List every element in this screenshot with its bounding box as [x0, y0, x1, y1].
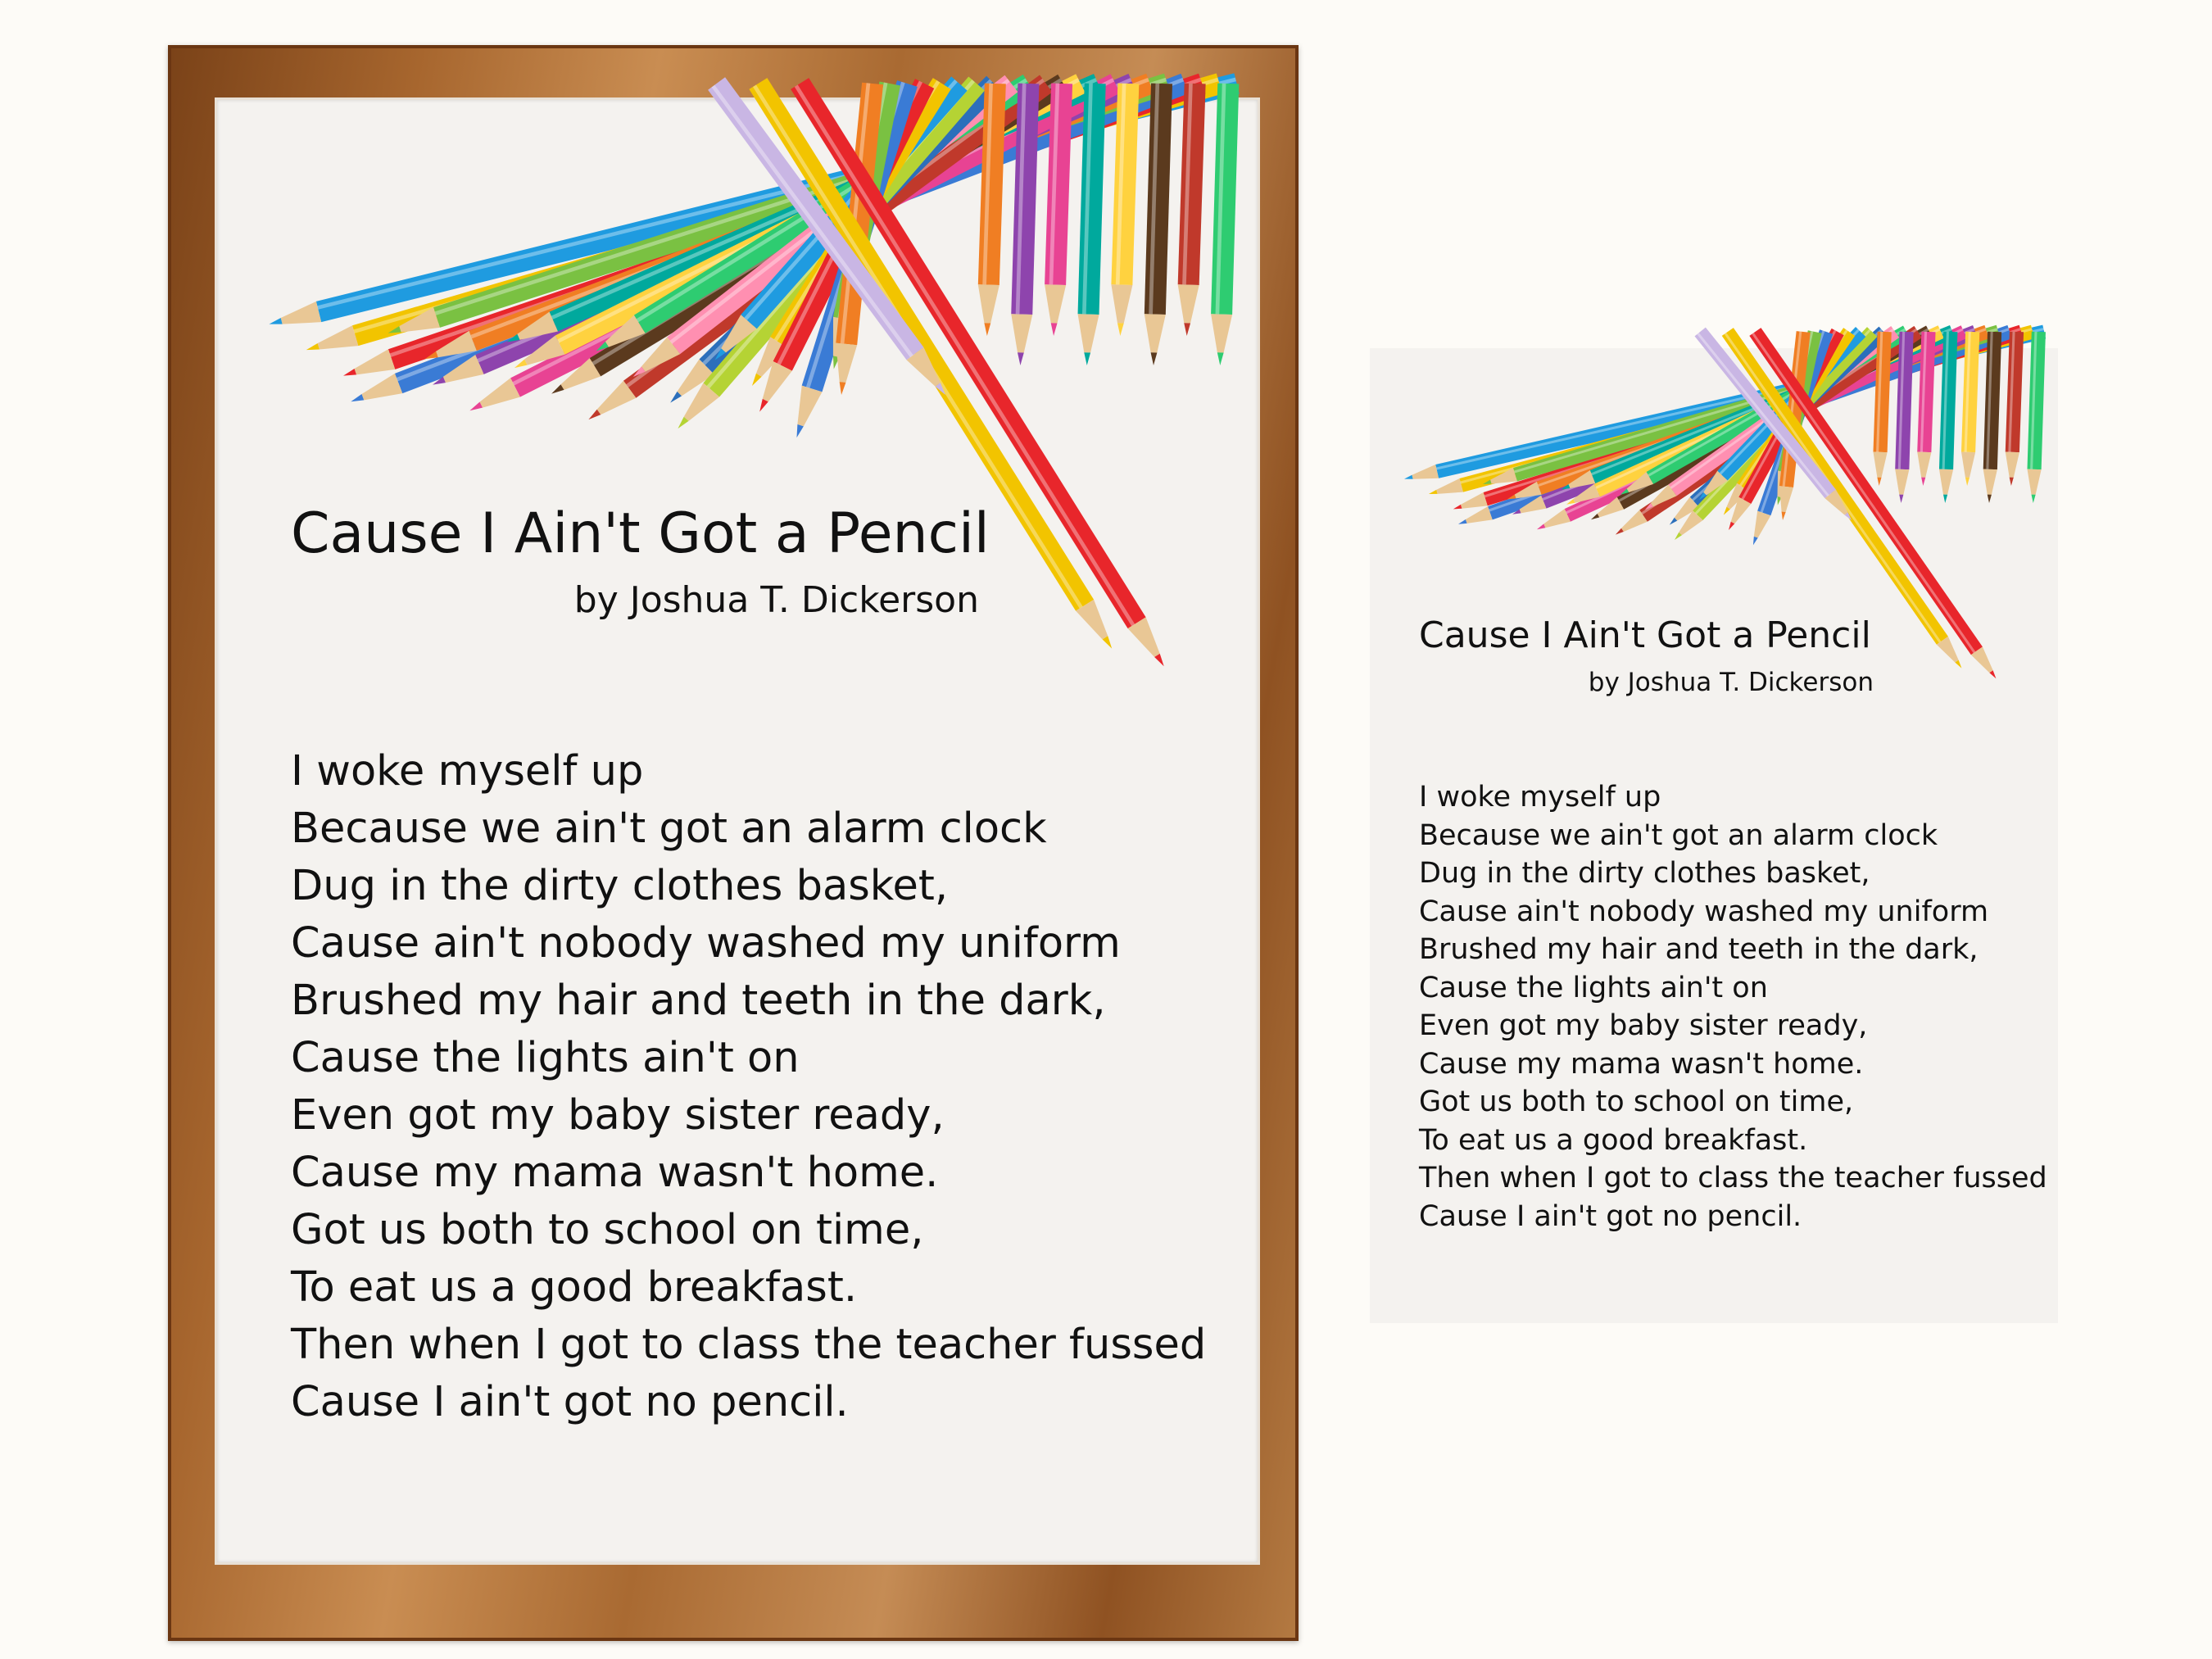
poem-line: Cause I ain't got no pencil. [291, 1378, 849, 1426]
poem-line: Then when I got to class the teacher fussed [291, 1321, 1207, 1369]
poem-line: Dug in the dirty clothes basket, [291, 862, 949, 910]
poem-line: Cause ain't nobody washed my uniform [1419, 895, 1989, 928]
pencil-shape [1983, 332, 2001, 503]
poem-line: Got us both to school on time, [291, 1206, 924, 1254]
poem-line: Cause I ain't got no pencil. [1419, 1199, 1802, 1233]
pencil-shape [1211, 84, 1239, 365]
pencil-shape [2027, 332, 2045, 503]
poem-title: Cause I Ain't Got a Pencil [291, 501, 990, 566]
pencil-shape [1178, 84, 1206, 336]
poem-line: Dug in the dirty clothes basket, [1419, 857, 1870, 890]
poem-line: Cause the lights ain't on [1419, 971, 1768, 1004]
pencil-shape [2006, 332, 2024, 486]
pencil-shape [1145, 84, 1172, 365]
poem-line: I woke myself up [291, 747, 644, 796]
poem-line: Cause my mama wasn't home. [291, 1149, 939, 1197]
poem-print-small [1370, 348, 2058, 1323]
poem-line: Got us both to school on time, [1419, 1086, 1854, 1118]
poem-author: by Joshua T. Dickerson [573, 579, 979, 621]
poem-line: To eat us a good breakfast. [1419, 1123, 1808, 1157]
poem-line: Even got my baby sister ready, [1419, 1009, 1868, 1042]
poem-line: To eat us a good breakfast. [291, 1263, 858, 1312]
poem-line: Brushed my hair and teeth in the dark, [1419, 933, 1979, 966]
framed-poem-print [217, 100, 1258, 1562]
poem-title: Cause I Ain't Got a Pencil [1419, 614, 1871, 656]
poem-line: Cause the lights ain't on [291, 1034, 800, 1082]
poem-line: I woke myself up [1419, 781, 1661, 814]
poem-line: Brushed my hair and teeth in the dark, [291, 977, 1106, 1025]
poem-author: by Joshua T. Dickerson [1588, 668, 1874, 697]
poem-line: Then when I got to class the teacher fussed [1419, 1162, 2047, 1194]
poem-line: Even got my baby sister ready, [291, 1091, 945, 1140]
poem-line: Cause my mama wasn't home. [1419, 1047, 1864, 1081]
poem-line: Because we ain't got an alarm clock [1419, 818, 1938, 852]
poem-line: Cause ain't nobody washed my uniform [291, 919, 1121, 968]
poem-line: Because we ain't got an alarm clock [291, 805, 1047, 853]
